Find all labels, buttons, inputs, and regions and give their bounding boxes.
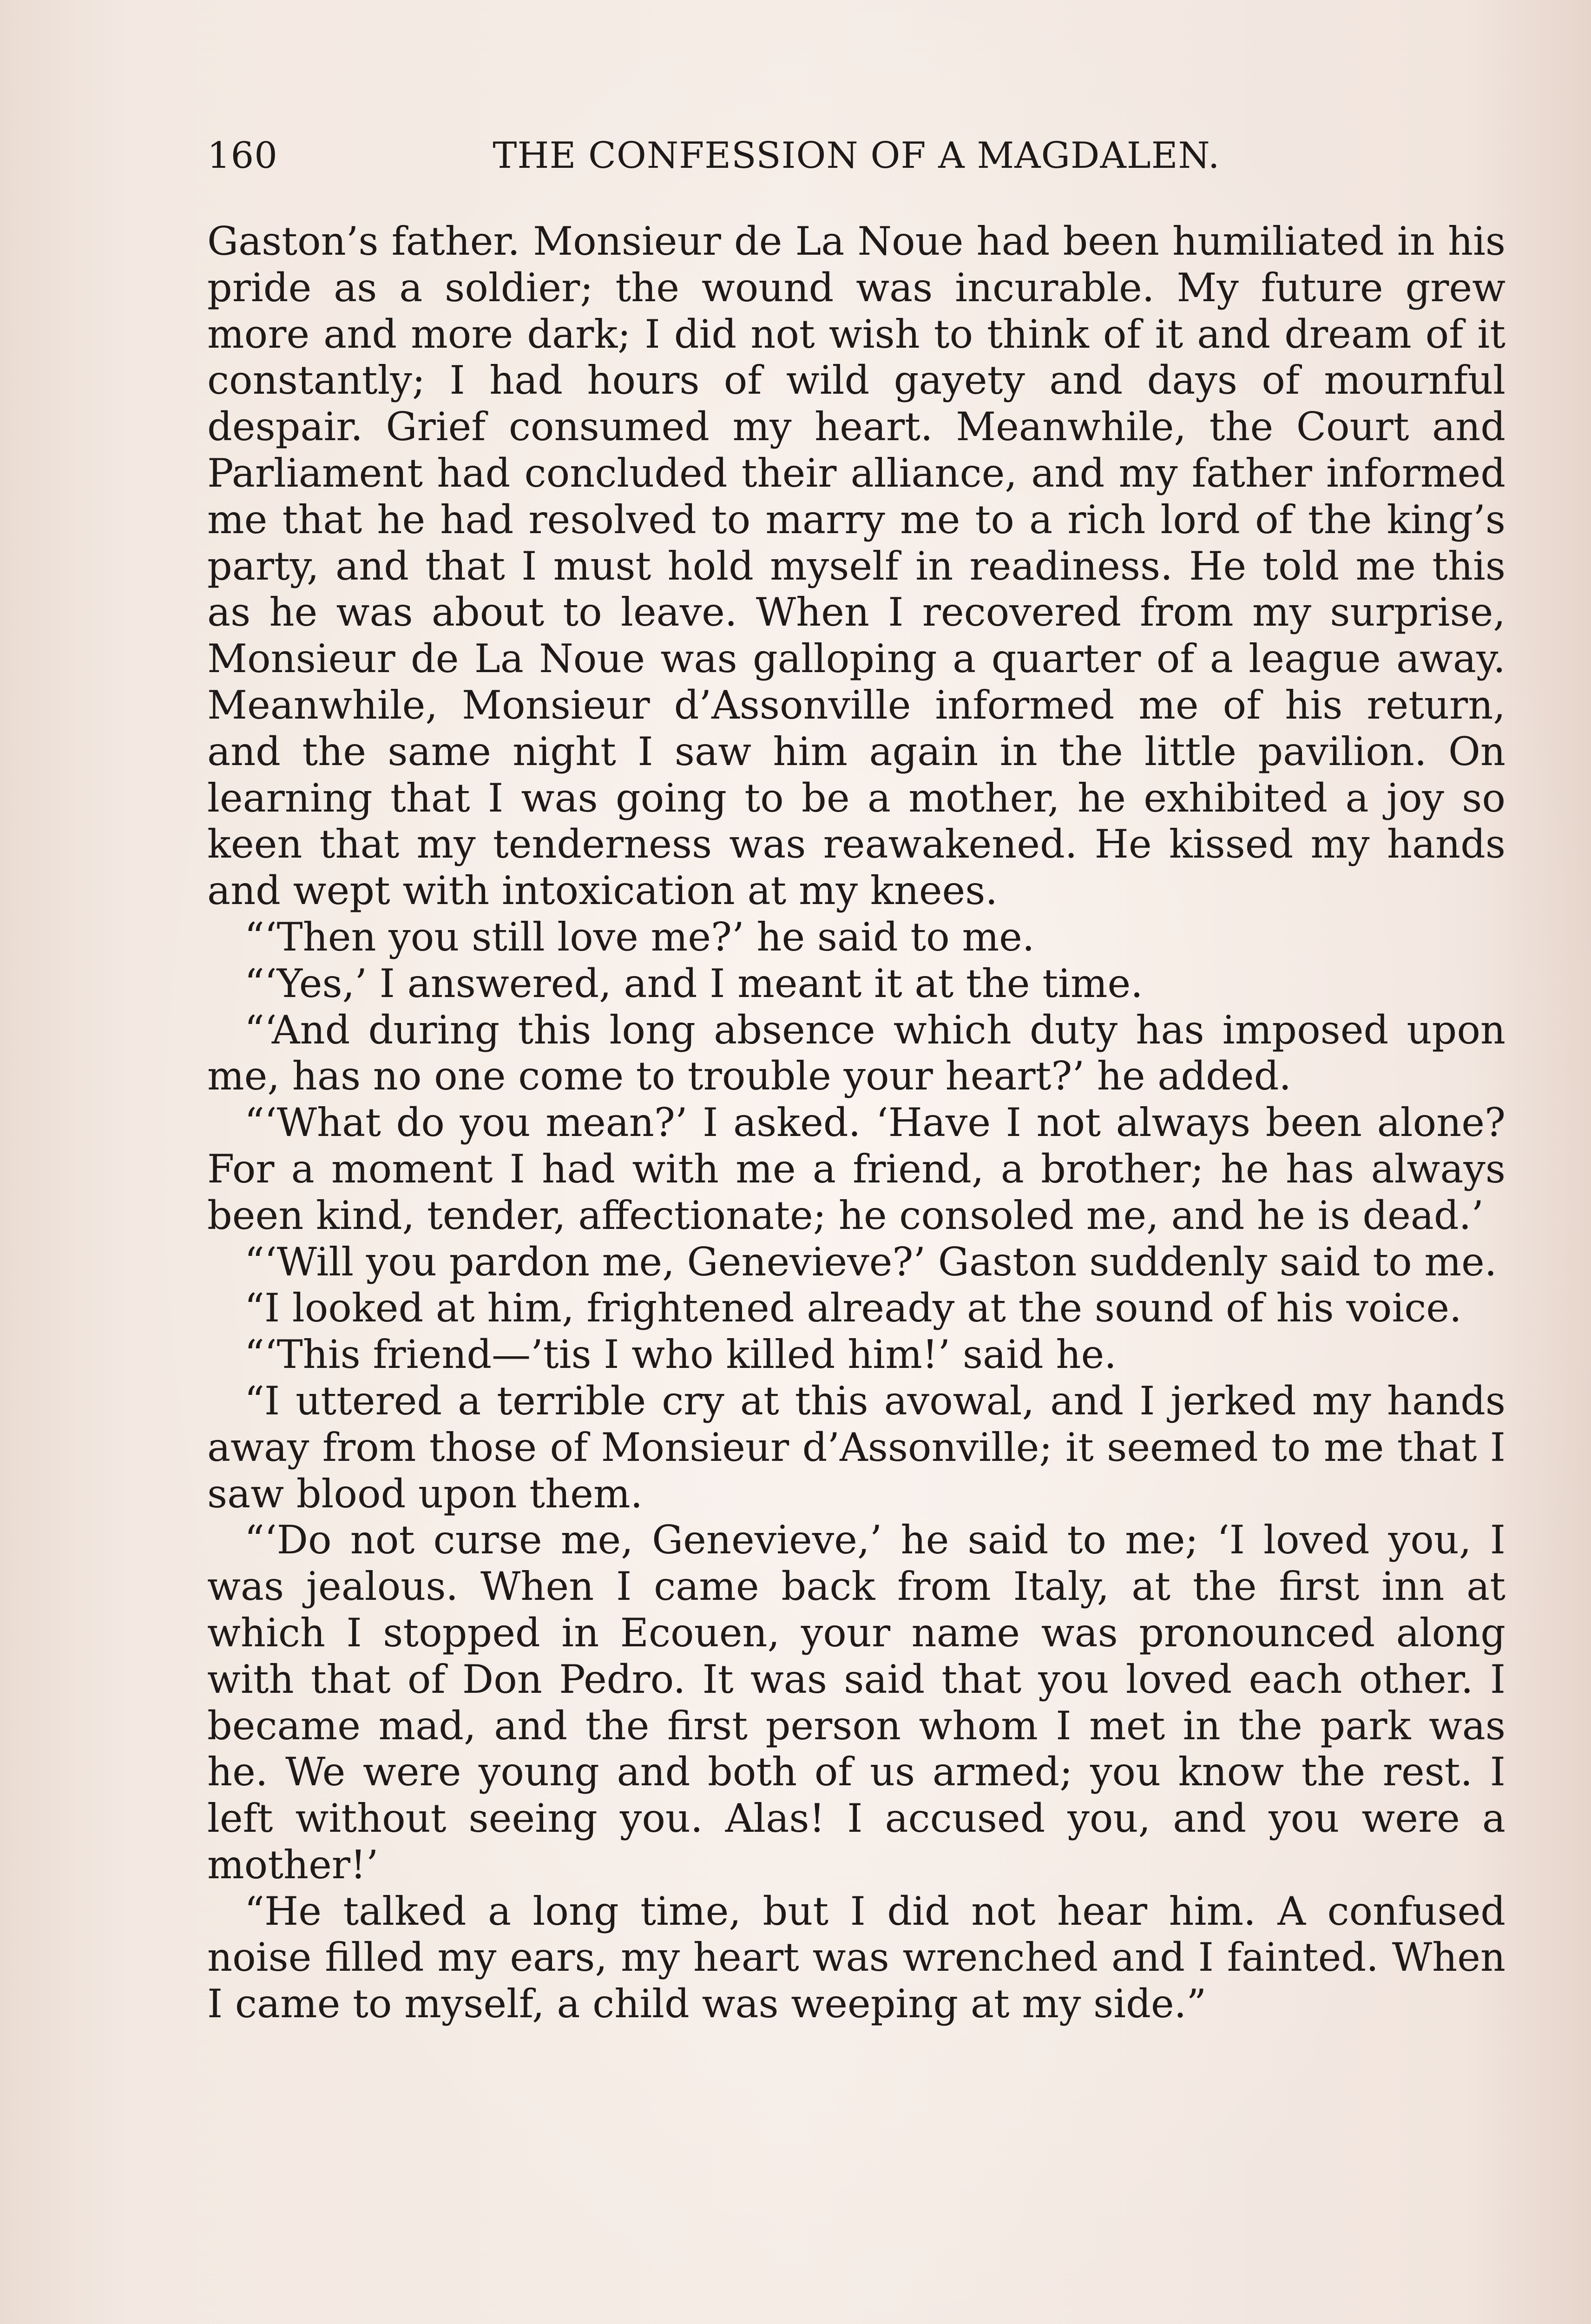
page-number: 160 xyxy=(207,135,278,177)
paragraph: “He talked a long time, but I did not hear him. A confused noise filled my ears, my heart was wrenched and I fainted. When I came to myself, a child was weeping at my side.” xyxy=(207,1888,1506,2027)
body-text xyxy=(207,218,1506,2027)
paragraph: Gaston’s father. Monsieur de La Noue had been humiliated in his pride as a soldier; the wound was incurable. My future grew more and more dark; I did not wish to think of it and dream of it constantly; I had hours of wild gayety and days of mournful despair. Grief consumed my heart. Meanwhile, the Court and Parliament had concluded their alliance, and my father informed me that he had resolved to marry me to a rich lord of the king’s party, and that I must hold myself in readiness. He told me this as he was about to leave. When I recovered from my surprise, Monsieur de La Noue was galloping a quarter of a league away. Meanwhile, Monsieur d’Assonville informed me of his return, and the same night I saw him again in the little pavilion. On learning that I was going to be a mother, he exhibited a joy so keen that my tenderness was reawakened. He kissed my hands and wept with intoxication at my knees. xyxy=(207,218,1506,914)
paragraph: “‘Will you pardon me, Genevieve?’ Gaston suddenly said to me. xyxy=(244,1239,1497,1285)
running-title: THE CONFESSION OF A MAGDALEN. xyxy=(493,135,1220,177)
paragraph: “‘What do you mean?’ I asked. ‘Have I not always been alone? For a moment I had with me a friend, a brother; he has always been kind, tender, affectionate; he consoled me, and he is dead.’ xyxy=(207,1100,1506,1238)
paragraph: “‘And during this long absence which duty has imposed upon me, has no one come to trouble your heart?’ he added. xyxy=(207,1007,1506,1099)
paragraph: “I looked at him, frightened already at the sound of his voice. xyxy=(244,1285,1462,1331)
paragraph: “I uttered a terrible cry at this avowal, and I jerked my hands away from those of Monsieur d’Assonville; it seemed to me that I saw blood upon them. xyxy=(207,1378,1506,1517)
paragraph: “‘Do not curse me, Genevieve,’ he said to me; ‘I loved you, I was jealous. When I came back from Italy, at the first inn at which I stopped in Ecouen, your name was pronounced along with that of Don Pedro. It was said that you loved each other. I became mad, and the first person whom I met in the park was he. We were young and both of us armed; you know the rest. I left without seeing you. Alas! I accused you, and you were a mother!’ xyxy=(207,1517,1506,1888)
running-header xyxy=(207,135,1506,186)
paragraph: “‘Then you still love me?’ he said to me. xyxy=(244,914,1035,960)
paragraph: “‘This friend—’tis I who killed him!’ said he. xyxy=(244,1332,1117,1378)
paragraph: “‘Yes,’ I answered, and I meant it at the time. xyxy=(244,960,1143,1006)
